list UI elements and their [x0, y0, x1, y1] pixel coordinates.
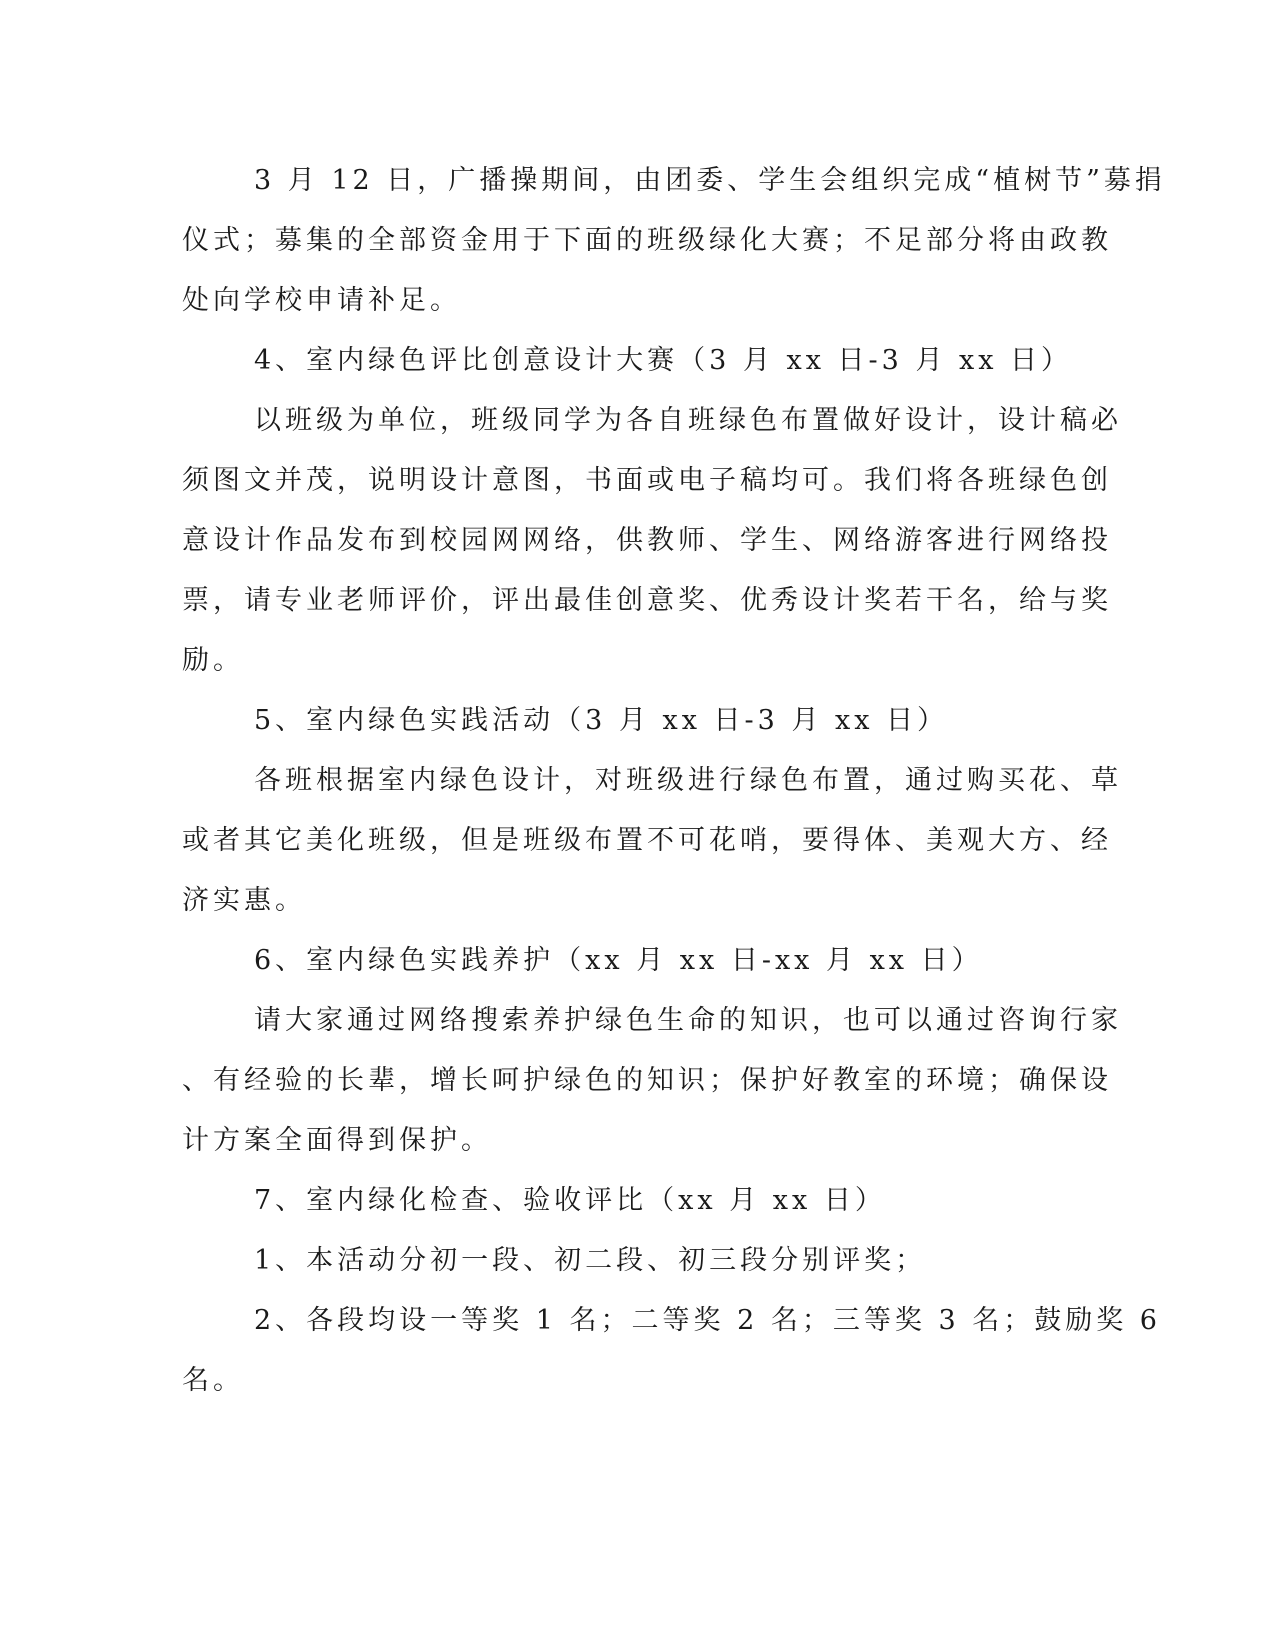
- paragraph-line: 名。: [182, 1365, 244, 1396]
- paragraph-line: 3 月 12 日，广播操期间，由团委、学生会组织完成“植树节”募捐: [254, 165, 1166, 196]
- paragraph-line: 处向学校申请补足。: [182, 285, 461, 316]
- rule-item-2: [182, 1291, 1161, 1411]
- paragraph-line: 票，请专业老师评价，评出最佳创意奖、优秀设计奖若干名，给与奖: [182, 585, 1112, 616]
- paragraph-line: 励。: [182, 645, 244, 676]
- paragraph-maintenance: [182, 991, 1122, 1171]
- paragraph-line: 或者其它美化班级，但是班级布置不可花哨，要得体、美观大方、经: [182, 825, 1112, 856]
- paragraph-line: 计方案全面得到保护。: [182, 1125, 492, 1156]
- paragraph-line: 各班根据室内绿色设计，对班级进行绿色布置，通过购买花、草: [254, 765, 1122, 796]
- document-body: [182, 151, 1166, 1411]
- paragraph-line: 仪式；募集的全部资金用于下面的班级绿化大赛；不足部分将由政教: [182, 225, 1112, 256]
- paragraph-line: 、有经验的长辈，增长呵护绿色的知识；保护好教室的环境；确保设: [182, 1065, 1112, 1096]
- paragraph-design-contest: [182, 391, 1122, 691]
- section-heading-7: 7、室内绿化检查、验收评比（xx 月 xx 日）: [254, 1185, 886, 1216]
- section-heading-6: 6、室内绿色实践养护（xx 月 xx 日-xx 月 xx 日）: [254, 945, 983, 976]
- paragraph-line: 济实惠。: [182, 885, 306, 916]
- paragraph-line: 以班级为单位，班级同学为各自班绿色布置做好设计，设计稿必: [254, 405, 1122, 436]
- paragraph-line: 意设计作品发布到校园网网络，供教师、学生、网络游客进行网络投: [182, 525, 1112, 556]
- paragraph-line: 请大家通过网络搜索养护绿色生命的知识，也可以通过咨询行家: [254, 1005, 1122, 1036]
- section-heading-4: 4、室内绿色评比创意设计大赛（3 月 xx 日-3 月 xx 日）: [254, 345, 1073, 376]
- paragraph-practice-activity: [182, 751, 1122, 931]
- paragraph-tree-planting-donation: [182, 151, 1166, 331]
- paragraph-line: 须图文并茂，说明设计意图，书面或电子稿均可。我们将各班绿色创: [182, 465, 1112, 496]
- section-heading-5: 5、室内绿色实践活动（3 月 xx 日-3 月 xx 日）: [254, 705, 949, 736]
- rule-item-1: 1、本活动分初一段、初二段、初三段分别评奖；: [254, 1245, 927, 1276]
- paragraph-line: 2、各段均设一等奖 1 名；二等奖 2 名；三等奖 3 名；鼓励奖 6: [254, 1305, 1161, 1336]
